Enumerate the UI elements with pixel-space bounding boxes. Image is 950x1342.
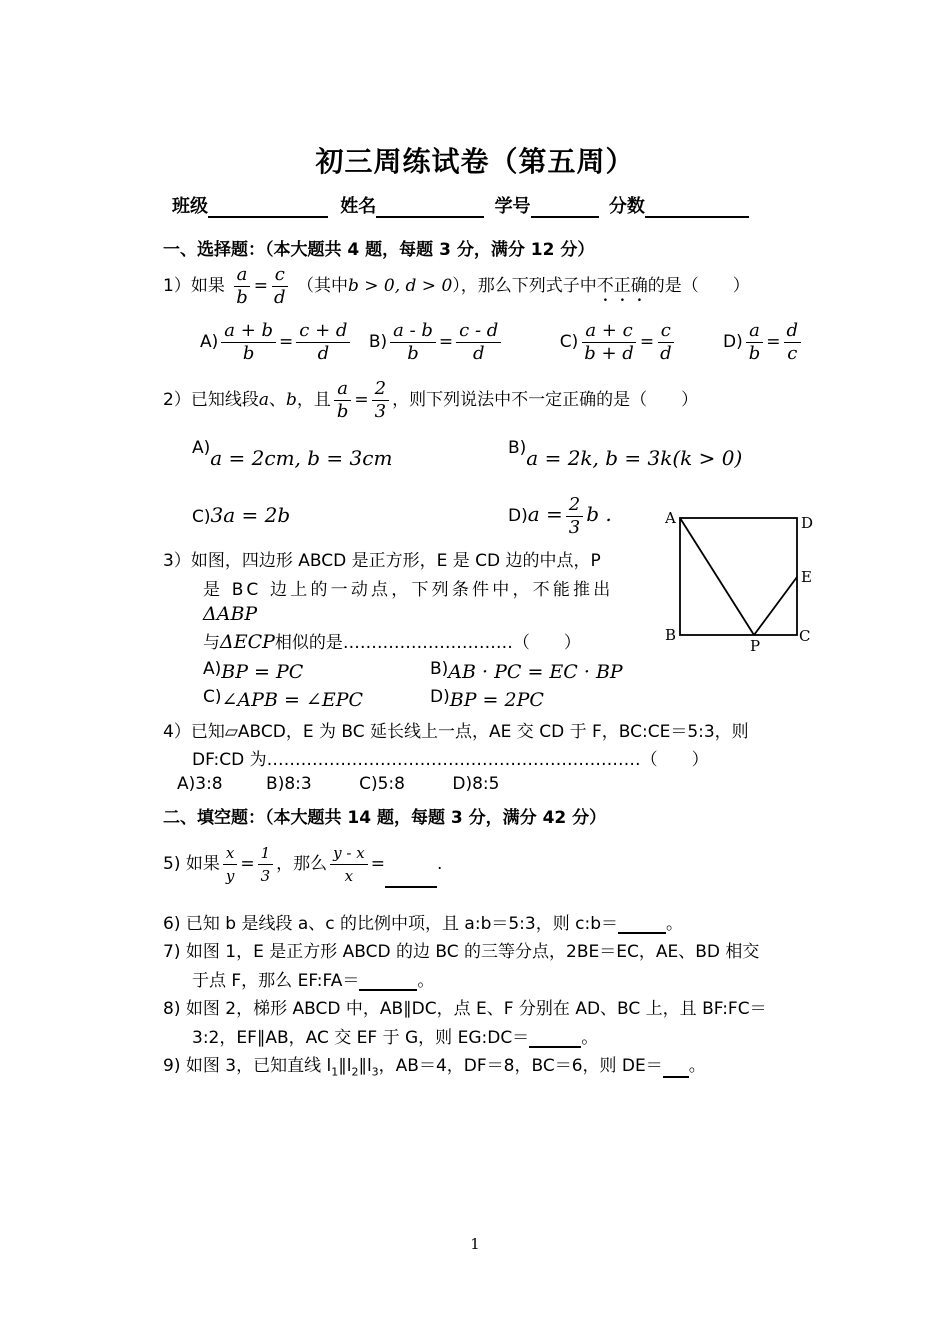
q2-a: a xyxy=(258,390,269,410)
q2-option-d-post: b . xyxy=(586,502,612,526)
label-p: P xyxy=(750,637,761,655)
q3-option-b-label: B) xyxy=(430,659,449,679)
label-b: B xyxy=(665,626,677,644)
q1-frac-ab: $\frac{a}{b}$ xyxy=(233,264,251,309)
q5-mid: ，那么 xyxy=(276,854,328,874)
q1-cond: b > 0, d > 0 xyxy=(347,276,453,296)
q1-option-c[interactable]: C) $\frac{a + c}{b + d}$ = $\frac{c}{d}$ xyxy=(560,332,678,352)
q3-line-4-math: ΔECP xyxy=(220,631,275,653)
q8-line-2 xyxy=(192,1023,598,1048)
q2-option-d-label: D) xyxy=(508,506,528,526)
q3-option-a[interactable] xyxy=(203,657,304,683)
q5-frac-xy: $\frac{x}{y}$ xyxy=(223,842,237,887)
q3-option-a-label: A) xyxy=(203,659,222,679)
q7-line-1: 7) 如图 1，E 是正方形 ABCD 的边 BC 的三等分点，2BE＝EC，AE、BD 相交 xyxy=(163,942,760,962)
q2-option-b[interactable] xyxy=(508,434,743,470)
q2-option-d[interactable] xyxy=(508,488,612,542)
q2-mid: ，且 xyxy=(296,390,331,410)
q4-option-d[interactable]: D)8:5 xyxy=(452,774,500,794)
q2-option-a[interactable] xyxy=(192,434,393,470)
q2-option-c[interactable] xyxy=(192,503,290,527)
q9-answer-blank[interactable] xyxy=(663,1058,689,1078)
q1-option-d[interactable]: D) $\frac{a}{b}$ = $\frac{d}{c}$ xyxy=(723,332,804,352)
q3-line-4-post: 相似的是…………………………（ ） xyxy=(274,633,581,653)
q2-frac-23: $\frac{2}{3}$ xyxy=(372,378,389,423)
segment-ap xyxy=(680,518,754,635)
q9-sub-2: 2 xyxy=(351,1065,359,1079)
q2-b: b xyxy=(285,390,297,410)
q3-option-c[interactable] xyxy=(203,685,364,711)
q5-frac-13: $\frac{1}{3}$ xyxy=(258,842,274,887)
q4-option-b[interactable]: B)8:3 xyxy=(266,774,312,794)
q2-option-d-frac: $\frac{2}{3}$ xyxy=(566,494,583,539)
q1-option-a[interactable]: A) $\frac{a + b}{b}$ = $\frac{c + d}{d}$ xyxy=(200,332,353,352)
q3-line-2: 是 BC 边上的一动点，下列条件中，不能推出 xyxy=(203,580,614,600)
q6-text: 6) 已知 b 是线段 a、c 的比例中项，且 a:b＝5:3，则 c:b＝ xyxy=(163,914,618,934)
q3-option-d[interactable] xyxy=(430,685,544,711)
q3-line-1: 3）如图，四边形 ABCD 是正方形，E 是 CD 边的中点，P xyxy=(163,551,601,571)
q1-emphasis: 不正确 xyxy=(596,276,648,296)
q1-tail: 的是（ ） xyxy=(647,276,750,296)
q1-frac-cd: $\frac{c}{d}$ xyxy=(271,264,289,309)
label-a: A xyxy=(665,509,676,527)
score-label: 分数 xyxy=(608,196,645,217)
q8-end: 。 xyxy=(581,1028,599,1048)
q9-mid-2: ∥l xyxy=(358,1056,372,1076)
page-title: 初三周练试卷（第五周） xyxy=(315,145,635,178)
q2-option-d-pre: a = xyxy=(527,502,563,526)
header-fields xyxy=(172,192,749,218)
q8-answer-blank[interactable] xyxy=(529,1028,581,1048)
square-abcd xyxy=(680,518,797,635)
q3-line-4 xyxy=(203,628,581,653)
label-c: C xyxy=(799,627,811,645)
q3-option-d-label: D) xyxy=(430,687,450,707)
q2-frac-ab: $\frac{a}{b}$ xyxy=(334,378,352,423)
q3-line-4-pre: 与 xyxy=(203,633,220,653)
segment-pe xyxy=(754,577,797,635)
q7-line-2-text: 于点 F，那么 EF:FA＝ xyxy=(192,971,360,991)
q8-line-1: 8) 如图 2，梯形 ABCD 中，AB∥DC，点 E、F 分别在 AD、BC 上，且 BF:FC＝ xyxy=(163,999,767,1019)
q7-end: 。 xyxy=(417,971,435,991)
q7-answer-blank[interactable] xyxy=(359,971,417,991)
q6-answer-blank[interactable] xyxy=(618,914,666,934)
q9-sub-1: 1 xyxy=(331,1065,339,1079)
q5-end: . xyxy=(436,854,443,874)
q9-sub-3: 3 xyxy=(371,1065,379,1079)
id-label: 学号 xyxy=(494,196,531,217)
question-1: 1）如果 $\frac{a}{b}$ = $\frac{c}{d}$ （其中b > 0, d > 0），那么下列式子中不正确的是（ ） xyxy=(163,263,750,308)
q3-option-a-text: BP = PC xyxy=(221,661,304,683)
name-label: 姓名 xyxy=(340,196,377,217)
q4-line-1: 4）已知▱ABCD，E 为 BC 延长线上一点，AE 交 CD 于 F，BC:CE＝5:3，则 xyxy=(163,722,749,742)
q2-option-b-text: a = 2k, b = 3k(k > 0) xyxy=(526,446,743,470)
q9-mid-1: ∥l xyxy=(338,1056,352,1076)
q4-option-a[interactable]: A)3:8 xyxy=(177,774,223,794)
q3-option-b[interactable] xyxy=(430,657,623,683)
q1-option-b[interactable]: B) $\frac{a - b}{b}$ = $\frac{c - d}{d}$ xyxy=(369,332,504,352)
page-number: 1 xyxy=(470,1235,480,1253)
q3-option-c-text: ∠APB = ∠EPC xyxy=(221,689,364,711)
section-heading-1: 一、选择题：（本大题共 4 题，每题 3 分，满分 12 分） xyxy=(163,240,595,260)
q5-eq: = xyxy=(370,854,385,874)
q7-line-2 xyxy=(192,966,434,991)
question-2: 2）已知线段a、b，且 $\frac{a}{b}$ = $\frac{2}{3}$ ，则下列说法中不一定正确的是（ ） xyxy=(163,377,699,422)
q9-pre: 9) 如图 3，已知直线 l xyxy=(163,1056,332,1076)
q5-frac-expr: $\frac{y - x}{x}$ xyxy=(330,842,368,887)
q2-option-a-label: A) xyxy=(192,438,211,458)
question-5: 5) 如果 $\frac{x}{y}$ = $\frac{1}{3}$ ，那么 $\frac{y - x}{x}$ = . xyxy=(163,840,442,888)
q3-line-3: ΔABP xyxy=(203,603,258,625)
q3-option-c-label: C) xyxy=(203,687,222,707)
q5-prefix: 5) 如果 xyxy=(163,854,220,874)
q3-square-figure xyxy=(660,505,820,655)
q3-option-d-text: BP = 2PC xyxy=(449,689,544,711)
q5-answer-blank[interactable] xyxy=(385,868,437,888)
q4-option-c[interactable]: C)5:8 xyxy=(359,774,405,794)
q6-end: 。 xyxy=(666,914,683,934)
q9-end: 。 xyxy=(688,1056,706,1076)
class-blank[interactable] xyxy=(208,198,328,218)
q4-line-2: DF:CD 为…………………………………………………………（ ） xyxy=(192,750,709,770)
section-heading-2: 二、填空题：（本大题共 14 题，每题 3 分，满分 42 分） xyxy=(163,808,607,828)
label-d: D xyxy=(801,514,814,532)
name-blank[interactable] xyxy=(376,198,484,218)
question-6 xyxy=(163,909,683,934)
q1-cond-pre: （其中 xyxy=(296,276,348,296)
q2-tail: ，则下列说法中不一定正确的是（ ） xyxy=(392,390,699,410)
q1-prefix: 1）如果 xyxy=(163,276,225,296)
q3-option-b-text: AB · PC = EC · BP xyxy=(448,661,623,683)
q2-option-a-text: a = 2cm, b = 3cm xyxy=(210,446,393,470)
q8-line-2-text: 3:2，EF∥AB，AC 交 EF 于 G，则 EG:DC＝ xyxy=(192,1028,530,1048)
q1-options xyxy=(200,318,804,366)
id-blank[interactable] xyxy=(531,198,599,218)
q2-option-c-text: 3a = 2b xyxy=(210,503,291,527)
q2-sep: 、 xyxy=(268,390,286,410)
q4-options xyxy=(177,774,499,794)
score-blank[interactable] xyxy=(645,198,749,218)
question-9 xyxy=(163,1051,706,1078)
label-e: E xyxy=(801,568,812,586)
q2-prefix: 2）已知线段 xyxy=(163,390,259,410)
class-label: 班级 xyxy=(172,196,208,217)
q1-cond-post: ），那么下列式子中 xyxy=(452,276,597,296)
q2-option-b-label: B) xyxy=(508,438,527,458)
q9-post: ，AB＝4，DF＝8，BC＝6，则 DE＝ xyxy=(378,1056,663,1076)
q2-option-c-label: C) xyxy=(192,507,211,527)
